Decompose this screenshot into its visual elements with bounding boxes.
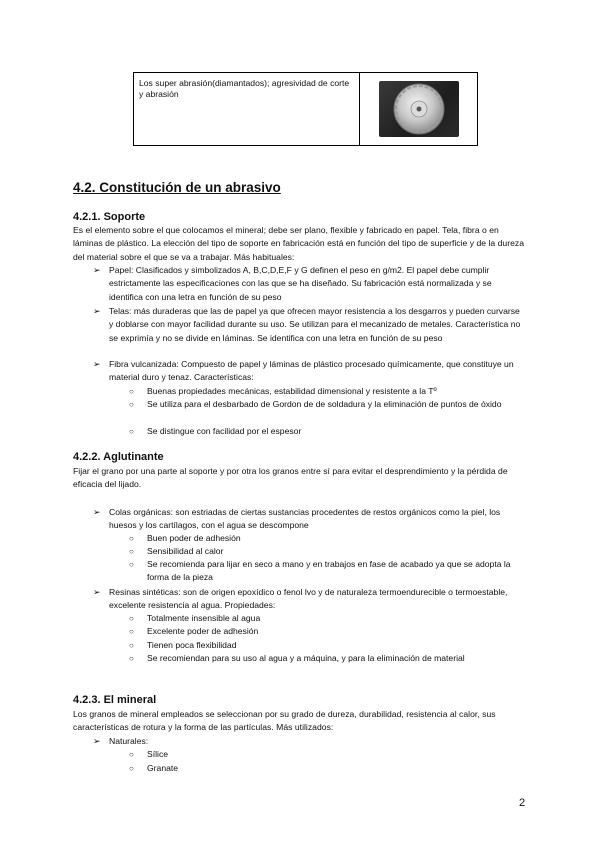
blade-icon (379, 81, 459, 137)
circle-bullet-icon: ○ (129, 547, 134, 556)
circle-bullet-icon: ○ (129, 534, 134, 543)
arrow-bullet-icon: ➢ (93, 359, 101, 369)
sub-item: ○ Granate (127, 762, 527, 775)
circle-bullet-icon: ○ (129, 641, 134, 650)
table-cell-description: Los super abrasión(diamantados); agresividad de corte y abrasión (134, 73, 360, 145)
list-item-fibra: ➢ Fibra vulcanizada: Compuesto de papel y láminas de plástico procesado químicamente, que constituye un material duro y tenaz. Características: (93, 359, 514, 383)
heading-aglutinante: 4.2.2. Aglutinante (73, 451, 164, 463)
sub-item: ○ Sílice (127, 748, 527, 761)
list-item-colas: ➢ Colas orgánicas: son estriadas de ciertas sustancias procedentes de restos orgánicos como la piel, los huesos y los cartílagos, con el agua se descompone (93, 507, 501, 531)
list-item-papel: ➢ Papel: Clasificados y simbolizados A, B,C,D,E,F y G definen el peso en g/m2. El papel debe cumplir estrictamente las especificaciones con las que se ha diseñado. Su fabricación está normalizada y se identifica con una letra en función de su peso (93, 265, 492, 302)
section-title: 4.2. Constitución de un abrasivo (73, 180, 281, 195)
list-item-telas: ➢ Telas: más duraderas que las de papel ya que ofrecen mayor resistencia a los desgarros y pueden curvarse y doblarse con mayor facilidad durante su uso. Se utilizan para el mecanizado de metales. Característica no se exprimía y no se divide en láminas. Se identifica con una letra en función de su peso (93, 306, 521, 343)
circle-bullet-icon: ○ (129, 627, 134, 636)
sub-item: ○ Buen poder de adhesión (127, 532, 527, 545)
arrow-bullet-icon: ➢ (93, 306, 101, 316)
page-number: 2 (519, 797, 526, 809)
sub-item: ○ Sensibilidad al calor (127, 545, 527, 558)
circle-bullet-icon: ○ (129, 400, 134, 409)
arrow-bullet-icon: ➢ (93, 265, 101, 275)
list-item-resinas: ➢ Resinas sintéticas: son de origen epoxídico o fenol lvo y de naturaleza termoendurecible o termoestable, excelente resistencia al agua. Propiedades: (93, 587, 508, 611)
sub-item: ○ Se recomienda para lijar en seco a mano y en trabajos en fase de acabado ya que se adopta la forma de la pieza (129, 559, 511, 583)
circle-bullet-icon: ○ (129, 387, 134, 396)
heading-mineral: 4.2.3. El mineral (73, 694, 157, 706)
circle-bullet-icon: ○ (129, 560, 134, 569)
table-cell-image (360, 73, 477, 145)
circle-bullet-icon: ○ (129, 427, 134, 436)
sub-item: ○ Se recomiendan para su uso al agua y a máquina, y para la eliminación de material (127, 652, 527, 665)
circle-bullet-icon: ○ (129, 654, 134, 663)
arrow-bullet-icon: ➢ (93, 736, 101, 746)
diamond-blade-photo (379, 81, 459, 137)
abrasive-table-row (133, 72, 478, 146)
list-item-naturales: ➢ Naturales: (93, 735, 525, 748)
circle-bullet-icon: ○ (129, 750, 134, 759)
sub-item: ○ Tienen poca flexibilidad (127, 639, 527, 652)
heading-soporte: 4.2.1. Soporte (73, 211, 146, 223)
circle-bullet-icon: ○ (129, 764, 134, 773)
aglutinante-intro: Fijar el grano por una parte al soporte y por otra los granos entre sí para evitar el desprendimiento y la pérdida de eficacia del lijado. (73, 466, 508, 490)
mineral-intro: Los granos de mineral empleados se seleccionan por su grado de dureza, durabilidad, resistencia al calor, sus características de rotura y la forma de las partículas. Más utilizados: (73, 709, 496, 733)
sub-item: ○ Excelente poder de adhesión (127, 625, 527, 638)
sub-item: ○ Totalmente insensible al agua (127, 612, 527, 625)
sub-item: ○ Se distingue con facilidad por el espesor (127, 425, 527, 438)
circle-bullet-icon: ○ (129, 614, 134, 623)
sub-item: ○ Buenas propiedades mecánicas, estabilidad dimensional y resistente a la Tº (127, 385, 527, 398)
arrow-bullet-icon: ➢ (93, 507, 101, 517)
sub-item: ○ Se utiliza para el desbarbado de Gordon de de soldadura y la eliminación de puntos de óxido (127, 398, 527, 411)
arrow-bullet-icon: ➢ (93, 587, 101, 597)
soporte-intro: Es el elemento sobre el que colocamos el mineral; debe ser plano, flexible y fabricado en papel. Tela, fibra o en láminas de plástico. La elección del tipo de soporte en fabricación está en función del tipo de superficie y de la dureza del material sobre el que se va a trabajar. Más habituales: (73, 225, 525, 262)
